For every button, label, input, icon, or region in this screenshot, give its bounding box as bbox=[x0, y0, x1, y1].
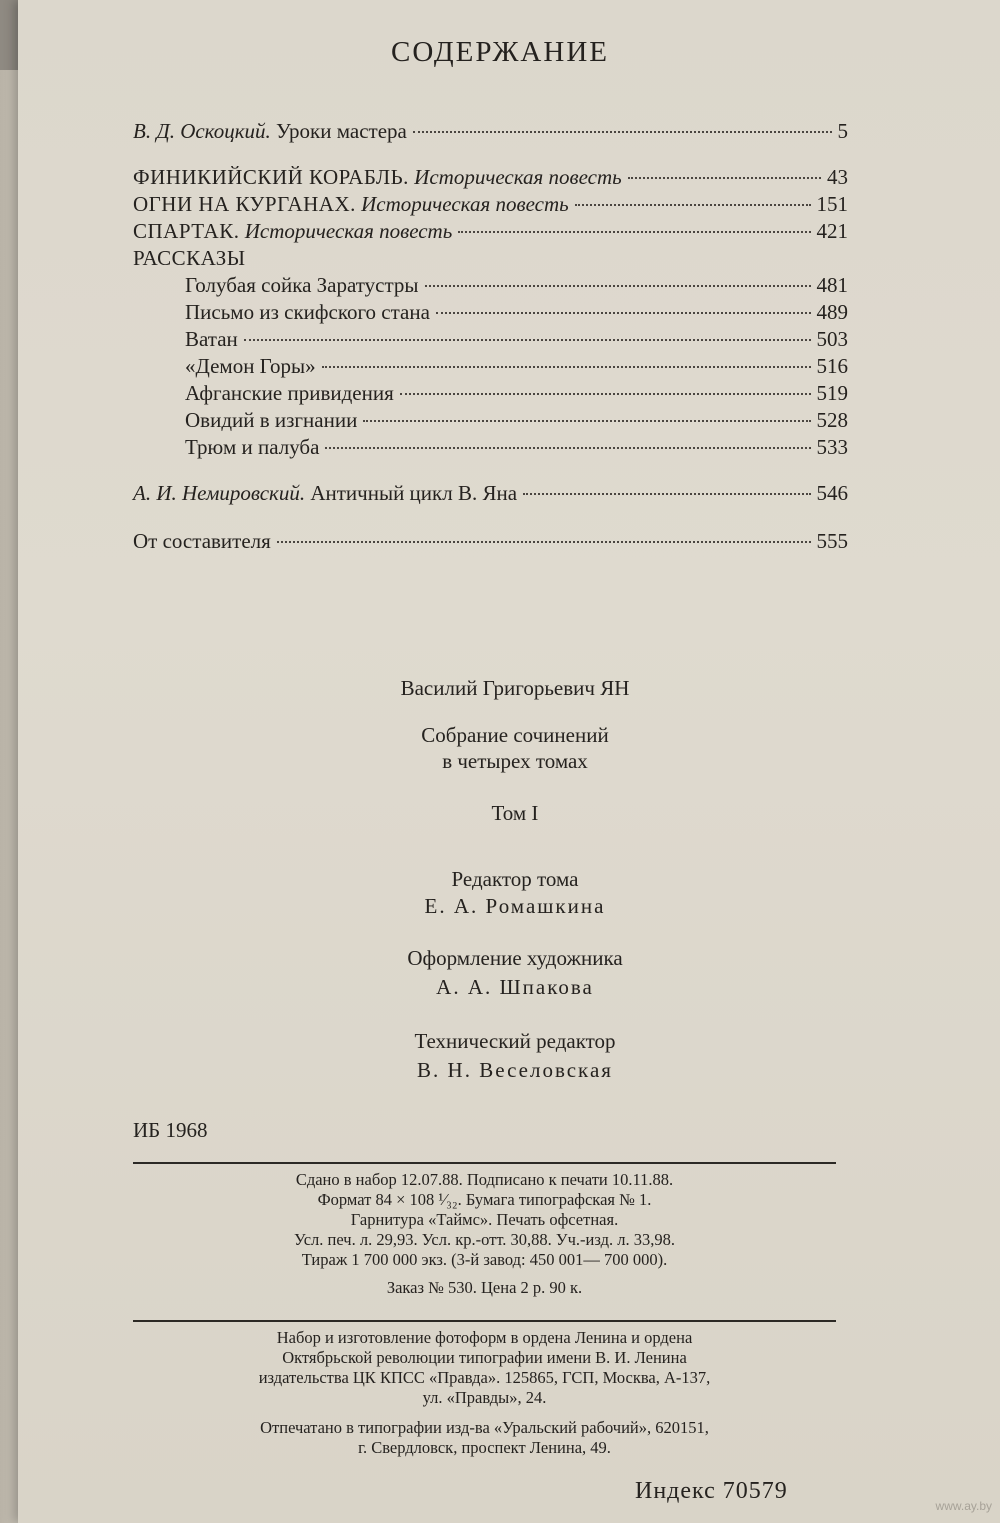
leader-dots bbox=[436, 312, 811, 314]
leader-dots bbox=[322, 366, 811, 368]
ib-number: ИБ 1968 bbox=[133, 1118, 208, 1142]
toc-entry-work bbox=[133, 192, 848, 217]
leader-dots bbox=[523, 493, 810, 495]
imprint-line: Усл. печ. л. 29,93. Усл. кр.-отт. 30,88. Уч.-изд. л. 33,98. bbox=[294, 1230, 675, 1249]
imprint-line: Сдано в набор 12.07.88. Подписано к печати 10.11.88. bbox=[295, 1170, 674, 1189]
toc-entry-subtitle: Историческая повесть bbox=[244, 219, 453, 243]
toc-entry-compiler bbox=[133, 529, 848, 554]
toc-entry-page: 546 bbox=[816, 481, 848, 505]
toc-entry-title: СПАРТАК. bbox=[133, 219, 240, 243]
index-number: Индекс 70579 bbox=[635, 1478, 788, 1504]
imprint-line: Формат 84 × 108 ¹⁄₃₂. Бумага типографская № 1. bbox=[317, 1190, 652, 1209]
toc-entry-page: 421 bbox=[816, 219, 848, 243]
editor-role: Редактор тома bbox=[451, 867, 579, 891]
printer-line: издательства ЦК КПСС «Правда». 125865, ГСП, Москва, А-137, bbox=[258, 1368, 711, 1387]
toc-entry-story bbox=[185, 273, 848, 298]
watermark: www.ay.by bbox=[935, 1499, 992, 1513]
leader-dots bbox=[363, 420, 810, 422]
imprint-line: Тираж 1 700 000 экз. (3-й завод: 450 001— 700 000). bbox=[301, 1250, 668, 1269]
leader-dots bbox=[400, 393, 811, 395]
toc-entry-title: Ватан bbox=[185, 327, 238, 351]
toc-entry-title: ФИНИКИЙСКИЙ КОРАБЛЬ. bbox=[133, 165, 409, 189]
leader-dots bbox=[244, 339, 811, 341]
toc-entry-title: Письмо из скифского стана bbox=[185, 300, 430, 324]
toc-entry-story bbox=[185, 408, 848, 433]
toc-entry-afterword bbox=[133, 481, 848, 506]
toc-entry-story bbox=[185, 300, 848, 325]
series-line-1: Собрание сочинений bbox=[421, 723, 609, 747]
leader-dots bbox=[325, 447, 810, 449]
toc-entry-author: В. Д. Оскоцкий. bbox=[133, 119, 271, 143]
leader-dots bbox=[458, 231, 810, 233]
leader-dots bbox=[575, 204, 811, 206]
toc-entry-page: 503 bbox=[816, 327, 848, 351]
toc-entry-page: 528 bbox=[816, 408, 848, 432]
printed-at-line: г. Свердловск, проспект Ленина, 49. bbox=[358, 1438, 611, 1457]
volume-number: Том I bbox=[491, 801, 539, 825]
toc-entry-intro bbox=[133, 119, 848, 144]
toc-entry-title: Овидий в изгнании bbox=[185, 408, 358, 432]
toc-entry-page: 5 bbox=[837, 119, 848, 143]
toc-title: СОДЕРЖАНИЕ bbox=[391, 36, 609, 68]
imprint-line: Заказ № 530. Цена 2 р. 90 к. bbox=[386, 1278, 583, 1297]
toc-entry-page: 43 bbox=[827, 165, 848, 189]
toc-entry-page: 151 bbox=[816, 192, 848, 216]
toc-entry-story bbox=[185, 354, 848, 379]
toc-entry-title: Трюм и палуба bbox=[185, 435, 320, 459]
leader-dots bbox=[628, 177, 821, 179]
printer-line: Октябрьской революции типографии имени В. И. Ленина bbox=[282, 1348, 687, 1367]
toc-entry-page: 516 bbox=[816, 354, 848, 378]
printed-at-line: Отпечатано в типографии изд-ва «Уральский рабочий», 620151, bbox=[260, 1418, 709, 1437]
book-author: Василий Григорьевич ЯН bbox=[400, 676, 630, 700]
series-line-2: в четырех томах bbox=[442, 749, 588, 773]
toc-entry-title: Уроки мастера bbox=[276, 119, 407, 143]
imprint-rule-top bbox=[133, 1162, 836, 1164]
toc-entry-story bbox=[185, 381, 848, 406]
toc-entry-title: ОГНИ НА КУРГАНАХ. bbox=[133, 192, 356, 216]
toc-entry-title: Голубая сойка Заратустры bbox=[185, 273, 419, 297]
toc-entry-title: От составителя bbox=[133, 529, 271, 553]
toc-entry-subtitle: Историческая повесть bbox=[361, 192, 569, 216]
toc-entry-work bbox=[133, 165, 848, 190]
artist-role: Оформление художника bbox=[407, 946, 623, 970]
printer-line: Набор и изготовление фотоформ в ордена Ленина и ордена bbox=[276, 1328, 693, 1347]
toc-section-heading: РАССКАЗЫ bbox=[133, 246, 246, 270]
printer-line: ул. «Правды», 24. bbox=[422, 1388, 547, 1407]
toc-entry-page: 555 bbox=[816, 529, 848, 553]
leader-dots bbox=[413, 131, 832, 133]
editor-name: Е. А. Ромашкина bbox=[424, 894, 606, 918]
toc-entry-story bbox=[185, 327, 848, 352]
toc-entry-page: 481 bbox=[816, 273, 848, 297]
leader-dots bbox=[425, 285, 811, 287]
toc-entry-title: «Демон Горы» bbox=[185, 354, 316, 378]
toc-entry-page: 489 bbox=[816, 300, 848, 324]
tech-editor-name: В. Н. Веселовская bbox=[417, 1058, 613, 1082]
toc-entry-author: А. И. Немировский. bbox=[133, 481, 306, 505]
toc-entry-title: Античный цикл В. Яна bbox=[310, 481, 518, 505]
toc-entry-page: 533 bbox=[816, 435, 848, 459]
toc-entry-work bbox=[133, 219, 848, 244]
tech-editor-role: Технический редактор bbox=[414, 1029, 616, 1053]
toc-entry-title: Афганские привидения bbox=[185, 381, 394, 405]
toc-entry-subtitle: Историческая повесть bbox=[414, 165, 622, 189]
toc-entry-page: 519 bbox=[816, 381, 848, 405]
imprint-rule-bottom bbox=[133, 1320, 836, 1322]
toc-entry-story bbox=[185, 435, 848, 460]
leader-dots bbox=[277, 541, 811, 543]
imprint-line: Гарнитура «Таймс». Печать офсетная. bbox=[350, 1210, 619, 1229]
artist-name: А. А. Шпакова bbox=[436, 975, 594, 999]
